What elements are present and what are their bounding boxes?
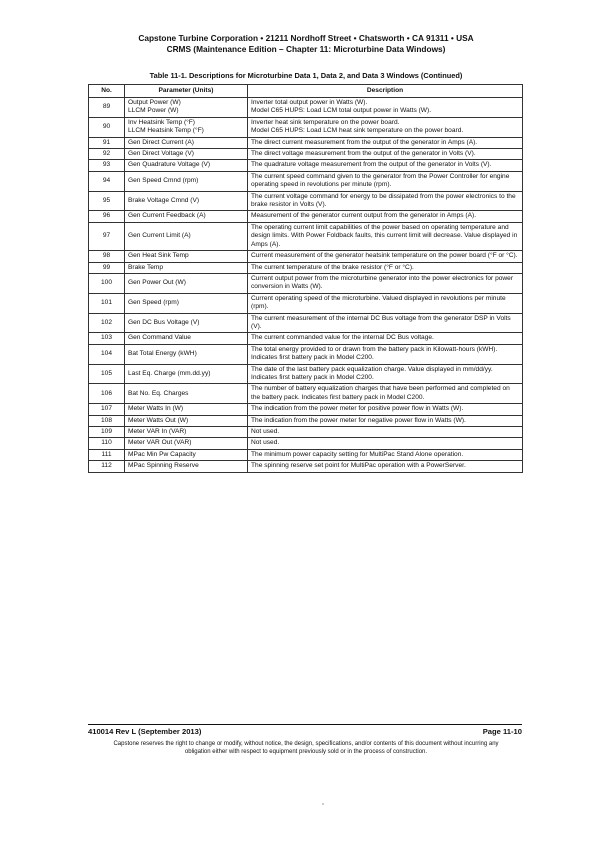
parameter-name: Last Eq. Charge (mm.dd.yy) bbox=[128, 369, 211, 377]
parameter-cell bbox=[125, 427, 248, 438]
parameter-name: Bat No. Eq. Charges bbox=[128, 389, 189, 397]
table-row bbox=[89, 427, 523, 438]
description-text: The current voltage command for energy to be dissipated from the power electronics to the brake resistor in Volts (V). bbox=[251, 192, 516, 209]
disclaimer-text: Capstone reserves the right to change or modify, without notice, the design, specifications, and/or contents of this document without incurring any obligation either with respect to equipment previously sold or in the process of construction. bbox=[113, 741, 499, 755]
parameter-name: Output Power (W) bbox=[128, 99, 181, 106]
parameter-cell bbox=[125, 262, 248, 273]
parameter-cell bbox=[125, 313, 248, 333]
data-windows-table bbox=[88, 84, 523, 473]
row-number: 97 bbox=[89, 222, 125, 250]
parameter-name: Meter VAR Out (VAR) bbox=[128, 439, 192, 447]
parameter-cell bbox=[125, 273, 248, 293]
parameter-name: Gen Direct Voltage (V) bbox=[128, 150, 194, 158]
row-number: 95 bbox=[89, 191, 125, 211]
row-number: 108 bbox=[89, 415, 125, 426]
parameter-name: LLCM Power (W) bbox=[128, 107, 179, 115]
table-row bbox=[89, 222, 523, 250]
parameter-cell bbox=[125, 364, 248, 384]
description-text: Model C65 HUPS: Load LCM total output power in Watts (W). bbox=[251, 107, 432, 115]
column-header-description: Description bbox=[248, 85, 523, 98]
description-text: Current output power from the microturbine generator into the power electronics for power conversion in Watts (W). bbox=[251, 274, 514, 291]
description-text: The operating current limit capabilities of the power based on operating temperature and design limits. With Power Foldback faults, this current limit will decrease. Value displayed in Amps (A). bbox=[251, 223, 518, 248]
row-number: 109 bbox=[89, 427, 125, 438]
description-cell bbox=[248, 98, 523, 118]
row-number: 92 bbox=[89, 149, 125, 160]
table-row bbox=[89, 98, 523, 118]
parameter-cell bbox=[125, 222, 248, 250]
parameter-name: Meter Watts Out (W) bbox=[128, 416, 189, 424]
description-text: Measurement of the generator current output from the generator in Amps (A). bbox=[251, 212, 477, 220]
description-text: Current operating speed of the microturbine. Valued displayed in revolutions per minute (rpm). bbox=[251, 294, 506, 311]
table-row bbox=[89, 211, 523, 222]
table-row bbox=[89, 384, 523, 404]
column-header-no: No. bbox=[89, 85, 125, 98]
parameter-cell bbox=[125, 251, 248, 262]
description-text: Current measurement of the generator heatsink temperature on the power board (°F or °C). bbox=[251, 252, 518, 260]
description-cell bbox=[248, 384, 523, 404]
row-number: 100 bbox=[89, 273, 125, 293]
table-body bbox=[89, 98, 523, 473]
parameter-name: Bat Total Energy (kWH) bbox=[128, 349, 197, 357]
parameter-name: Inv Heatsink Temp (°F) bbox=[128, 118, 196, 126]
table-row bbox=[89, 171, 523, 191]
description-cell bbox=[248, 149, 523, 160]
table-row bbox=[89, 149, 523, 160]
description-text: The total energy provided to or drawn from the battery pack in Kilowatt-hours (kWH). Indicates first battery pack in Model C200. bbox=[251, 345, 498, 362]
table-row bbox=[89, 404, 523, 415]
parameter-name: MPac Min Pw Capacity bbox=[128, 450, 196, 458]
parameter-name: Meter VAR In (VAR) bbox=[128, 428, 187, 435]
row-number: 112 bbox=[89, 461, 125, 472]
row-number: 105 bbox=[89, 364, 125, 384]
row-number: 101 bbox=[89, 293, 125, 313]
row-number: 94 bbox=[89, 171, 125, 191]
company-address-line: Capstone Turbine Corporation • 21211 Nordhoff Street • Chatsworth • CA 91311 • USA bbox=[138, 33, 474, 43]
row-number: 104 bbox=[89, 344, 125, 364]
description-text: The current commanded value for the internal DC Bus voltage. bbox=[251, 334, 434, 342]
table-row bbox=[89, 137, 523, 148]
description-cell bbox=[248, 404, 523, 415]
description-cell bbox=[248, 449, 523, 460]
parameter-name: MPac Spinning Reserve bbox=[128, 462, 199, 470]
parameter-cell bbox=[125, 384, 248, 404]
description-cell bbox=[248, 251, 523, 262]
table-row bbox=[89, 262, 523, 273]
table-row bbox=[89, 313, 523, 333]
description-text: The spinning reserve set point for MultiPac operation with a PowerServer. bbox=[251, 462, 466, 470]
parameter-name: Gen Command Value bbox=[128, 334, 191, 342]
table-header-row bbox=[89, 85, 523, 98]
description-cell bbox=[248, 438, 523, 449]
description-text: Not used. bbox=[251, 439, 280, 447]
row-number: 103 bbox=[89, 333, 125, 344]
row-number: 106 bbox=[89, 384, 125, 404]
parameter-name: Gen Speed Cmnd (rpm) bbox=[128, 177, 199, 185]
parameter-cell bbox=[125, 333, 248, 344]
parameter-name: Gen Direct Current (A) bbox=[128, 138, 194, 146]
parameter-cell bbox=[125, 149, 248, 160]
parameter-name: Gen Quadrature Voltage (V) bbox=[128, 161, 211, 169]
parameter-cell bbox=[125, 171, 248, 191]
manual-chapter-line: CRMS (Maintenance Edition – Chapter 11: Microturbine Data Windows) bbox=[166, 44, 446, 54]
parameter-cell bbox=[125, 293, 248, 313]
description-text: The quadrature voltage measurement from the output of the generator in Volts (V). bbox=[251, 161, 492, 169]
table-row bbox=[89, 191, 523, 211]
description-text: The current measurement of the internal DC Bus voltage from the generator DSP in Volts (V). bbox=[251, 314, 511, 330]
row-number: 98 bbox=[89, 251, 125, 262]
row-number: 102 bbox=[89, 313, 125, 333]
parameter-name: Gen Speed (rpm) bbox=[128, 298, 179, 306]
description-text: The indication from the power meter for negative power flow in Watts (W). bbox=[251, 416, 466, 424]
parameter-cell bbox=[125, 404, 248, 415]
table-row bbox=[89, 117, 523, 137]
parameter-cell bbox=[125, 98, 248, 118]
description-cell bbox=[248, 117, 523, 137]
row-number: 91 bbox=[89, 137, 125, 148]
parameter-cell bbox=[125, 415, 248, 426]
description-text: The direct voltage measurement from the output of the generator in Volts (V). bbox=[251, 150, 476, 158]
table-row bbox=[89, 364, 523, 384]
description-cell bbox=[248, 364, 523, 384]
row-number: 107 bbox=[89, 404, 125, 415]
parameter-cell bbox=[125, 137, 248, 148]
parameter-name: Gen Heat Sink Temp bbox=[128, 252, 189, 260]
description-cell bbox=[248, 344, 523, 364]
description-cell bbox=[248, 171, 523, 191]
parameter-cell bbox=[125, 461, 248, 472]
row-number: 110 bbox=[89, 438, 125, 449]
parameter-name: LLCM Heatsink Temp (°F) bbox=[128, 127, 204, 135]
description-text: Not used. bbox=[251, 428, 280, 435]
description-cell bbox=[248, 211, 523, 222]
description-text: Model C65 HUPS: Load LCM heat sink temperature on the power board. bbox=[251, 127, 464, 135]
table-row bbox=[89, 449, 523, 460]
table-row bbox=[89, 461, 523, 472]
description-text: The indication from the power meter for positive power flow in Watts (W). bbox=[251, 405, 464, 413]
parameter-name: Gen Current Feedback (A) bbox=[128, 212, 206, 220]
description-cell bbox=[248, 461, 523, 472]
page-number: Page 11-10 bbox=[482, 727, 522, 736]
description-text: The minimum power capacity setting for MultiPac Stand Alone operation. bbox=[251, 450, 464, 458]
parameter-name: Gen Power Out (W) bbox=[128, 279, 186, 287]
parameter-cell bbox=[125, 160, 248, 171]
table-row bbox=[89, 438, 523, 449]
scan-speck bbox=[322, 803, 324, 805]
parameter-name: Gen Current Limit (A) bbox=[128, 232, 191, 240]
description-cell bbox=[248, 273, 523, 293]
footer-divider bbox=[88, 724, 522, 725]
description-cell bbox=[248, 333, 523, 344]
document-revision: 410014 Rev L (September 2013) bbox=[88, 727, 202, 736]
table-row bbox=[89, 160, 523, 171]
table-row bbox=[89, 251, 523, 262]
description-cell bbox=[248, 160, 523, 171]
parameter-name: Brake Temp bbox=[128, 263, 164, 271]
table-row bbox=[89, 293, 523, 313]
parameter-cell bbox=[125, 211, 248, 222]
row-number: 89 bbox=[89, 98, 125, 118]
table-title: Table 11-1. Descriptions for Microturbine Data 1, Data 2, and Data 3 Windows (Continued) bbox=[149, 71, 463, 80]
parameter-name: Gen DC Bus Voltage (V) bbox=[128, 318, 200, 326]
description-cell bbox=[248, 191, 523, 211]
description-cell bbox=[248, 293, 523, 313]
row-number: 99 bbox=[89, 262, 125, 273]
row-number: 96 bbox=[89, 211, 125, 222]
description-text: The date of the last battery pack equalization charge. Value displayed in mm/dd/yy. Indicates first battery pack in Model C200. bbox=[251, 365, 493, 381]
description-text: The current speed command given to the generator from the Power Controller for engine operating speed in revolutions per minute (rpm). bbox=[251, 172, 510, 189]
row-number: 111 bbox=[89, 449, 125, 460]
parameter-name: Brake Voltage Cmnd (V) bbox=[128, 196, 200, 204]
row-number: 93 bbox=[89, 160, 125, 171]
parameter-cell bbox=[125, 117, 248, 137]
description-cell bbox=[248, 262, 523, 273]
page-header bbox=[0, 33, 612, 55]
description-text: The direct current measurement from the output of the generator in Amps (A). bbox=[251, 138, 478, 146]
parameter-cell bbox=[125, 191, 248, 211]
description-text: The current temperature of the brake resistor (°F or °C). bbox=[251, 263, 414, 271]
table-row bbox=[89, 415, 523, 426]
parameter-cell bbox=[125, 344, 248, 364]
row-number: 90 bbox=[89, 117, 125, 137]
description-cell bbox=[248, 415, 523, 426]
table-row bbox=[89, 273, 523, 293]
parameter-cell bbox=[125, 449, 248, 460]
description-cell bbox=[248, 222, 523, 250]
description-cell bbox=[248, 137, 523, 148]
description-cell bbox=[248, 427, 523, 438]
parameter-cell bbox=[125, 438, 248, 449]
description-text: Inverter total output power in Watts (W). bbox=[251, 99, 368, 106]
table-row bbox=[89, 333, 523, 344]
description-text: The number of battery equalization charges that have been performed and completed on the battery pack. Indicates first battery pack in Model C200. bbox=[251, 385, 510, 401]
description-text: Inverter heat sink temperature on the power board. bbox=[251, 118, 400, 126]
parameter-name: Meter Watts In (W) bbox=[128, 405, 184, 413]
table-row bbox=[89, 344, 523, 364]
column-header-parameter: Parameter (Units) bbox=[125, 85, 248, 98]
description-cell bbox=[248, 313, 523, 333]
